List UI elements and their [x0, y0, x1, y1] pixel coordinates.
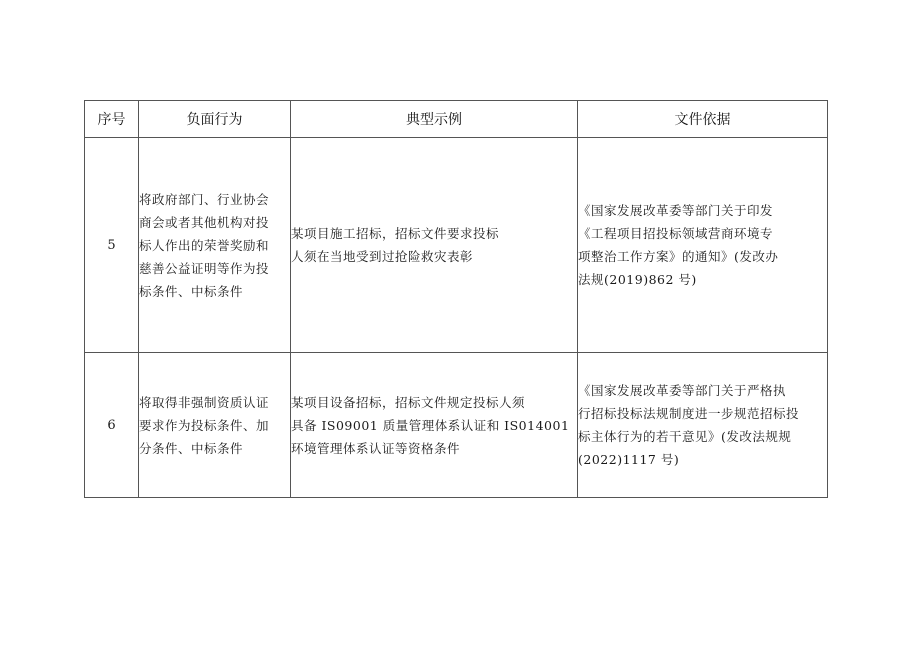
table-row — [85, 353, 828, 498]
header-example: 典型示例 — [291, 101, 578, 138]
row-behavior-cell — [139, 353, 291, 498]
table-header-row — [85, 101, 828, 138]
row-example-cell — [291, 353, 578, 498]
row-behavior: 将政府部门、行业协会 商会或者其他机构对投 标人作出的荣誉奖励和 慈善公益证明等作为投 标条件、中标条件 — [139, 191, 270, 299]
row-basis: 《国家发展改革委等部门关于印发 《工程项目招投标领域营商环境专 项整治工作方案》的通知》(发改办 法规(2019)862 号) — [578, 203, 779, 287]
row-basis: 《国家发展改革委等部门关于严格执 行招标投标法规制度进一步规范招标投 标主体行为的若干意见》(发改法规规 (2022)1117 号) — [578, 383, 800, 467]
row-example-cell — [291, 138, 578, 353]
header-behavior: 负面行为 — [139, 101, 291, 138]
row-serial: 5 — [85, 138, 139, 353]
policy-table — [84, 100, 828, 498]
row-example: 某项目设备招标，招标文件规定投标人须 具备 IS09001 质量管理体系认证和 IS014001 环境管理体系认证等资格条件 — [291, 394, 570, 456]
row-behavior: 将取得非强制资质认证 要求作为投标条件、加 分条件、中标条件 — [139, 394, 270, 456]
row-basis-cell — [578, 138, 828, 353]
row-example: 某项目施工招标，招标文件要求投标 人须在当地受到过抢险救灾表彰 — [291, 226, 500, 264]
row-basis-cell — [578, 353, 828, 498]
row-serial: 6 — [85, 353, 139, 498]
row-behavior-cell — [139, 138, 291, 353]
header-basis: 文件依据 — [578, 101, 828, 138]
header-serial: 序号 — [85, 101, 139, 138]
table-row — [85, 138, 828, 353]
